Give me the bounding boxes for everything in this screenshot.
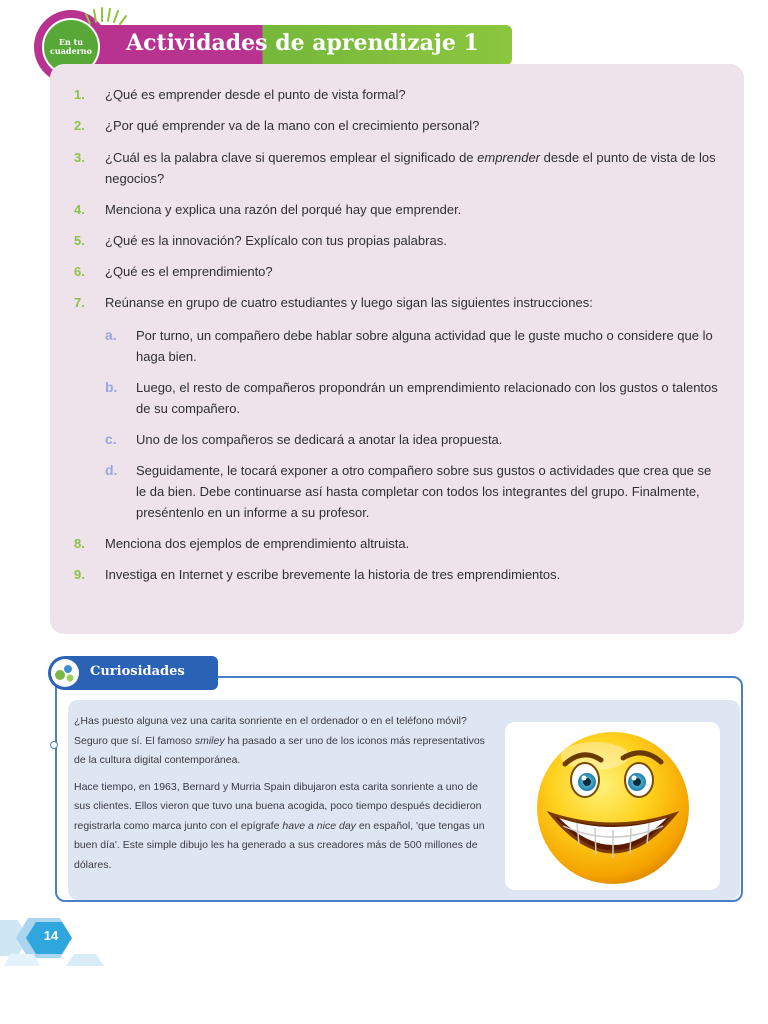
subitem-text: Seguidamente, le tocará exponer a otro compañero sobre sus gustos o actividades que crea que se le da bien. Debe continuarse así hasta completar con todos los integrantes del grupo. Finalmente, preséntenlo en un informe a su profesor.: [136, 463, 712, 520]
item-number: 2.: [74, 118, 85, 133]
text-part: Hace tiempo, en 1963, Bernard y Murria Spain dibujaron esta carita sonriente a uno de sus clientes. Ellos vieron que tuvo una buena acogida, poco tiempo después decidieron registrarla como marca junto con el epígrafe: [74, 780, 482, 832]
subitem-text: Uno de los compañeros se dedicará a anotar la idea propuesta.: [136, 432, 503, 447]
item-text: Menciona dos ejemplos de emprendimiento altruista.: [105, 536, 410, 551]
item-number: 3.: [74, 150, 85, 165]
subitem-letter: b.: [105, 379, 118, 395]
curiosidades-title: Curiosidades: [90, 664, 185, 679]
section-header-bar: [96, 25, 512, 65]
sparkle-icon: [84, 6, 128, 26]
item-text: Reúnanse en grupo de cuatro estudiantes y luego sigan las siguientes instrucciones:: [105, 295, 593, 310]
text-part: ha pasado a ser uno de los iconos más representativos de la cultura digital contemporánea.: [74, 734, 485, 766]
item-number: 4.: [74, 202, 85, 217]
page-number: 14: [43, 928, 59, 943]
text-part: ¿Has puesto alguna vez una carita sonriente en el ordenador o en el teléfono móvil? Seguro que sí. El famoso: [74, 715, 467, 747]
item-text: ¿Por qué emprender va de la mano con el crecimiento personal?: [105, 118, 480, 133]
connector-dot: [50, 741, 58, 749]
subitem-letter: a.: [105, 327, 117, 343]
item-text-part: desde el punto de vista de los negocios?: [105, 150, 716, 186]
item-text: ¿Qué es la innovación? Explícalo con tus propias palabras.: [105, 233, 447, 248]
activities-panel: [50, 64, 744, 634]
subitem-text: Luego, el resto de compañeros propondrán un emprendimiento relacionado con los gustos o talentos de su compañero.: [136, 380, 718, 416]
curiosidades-paragraph-2: [74, 778, 490, 876]
item-number: 7.: [74, 295, 85, 310]
item-text-italic: emprender: [477, 150, 541, 165]
item-number: 1.: [74, 87, 85, 102]
item-text: [105, 147, 720, 189]
curiosidades-text: [74, 712, 490, 882]
item-number: 9.: [74, 567, 85, 582]
item-text: ¿Qué es emprender desde el punto de vista formal?: [105, 87, 406, 102]
item-number: 8.: [74, 536, 85, 551]
item-text: Menciona y explica una razón del porqué hay que emprender.: [105, 202, 462, 217]
curiosidades-paragraph-1: [74, 712, 490, 771]
item-number: 5.: [74, 233, 85, 248]
section-title: Actividades de aprendizaje 1: [126, 30, 479, 56]
badge-label: En tu cuaderno: [50, 37, 92, 56]
subitem-text: Por turno, un compañero debe hablar sobre alguna actividad que le guste mucho o considere que lo haga bien.: [136, 328, 713, 364]
item-text: ¿Qué es el emprendimiento?: [105, 264, 273, 279]
text-italic: have a nice day: [282, 819, 356, 832]
item-text-part: ¿Cuál es la palabra clave si queremos emplear el significado de: [105, 150, 478, 165]
item-number: 6.: [74, 264, 85, 279]
subitem-letter: d.: [105, 462, 118, 478]
bubbles-icon: [50, 658, 80, 688]
subitem-letter: c.: [105, 431, 117, 447]
smiley-face-image: [505, 722, 720, 890]
text-italic: smiley: [194, 734, 225, 747]
smiley-image-frame: [505, 722, 720, 890]
text-part: en español, 'que tengas un buen día'. Este simple dibujo les ha generado a sus creadores más de 500 millones de dólares.: [74, 819, 485, 871]
item-text: Investiga en Internet y escribe brevemente la historia de tres emprendimientos.: [105, 567, 561, 582]
